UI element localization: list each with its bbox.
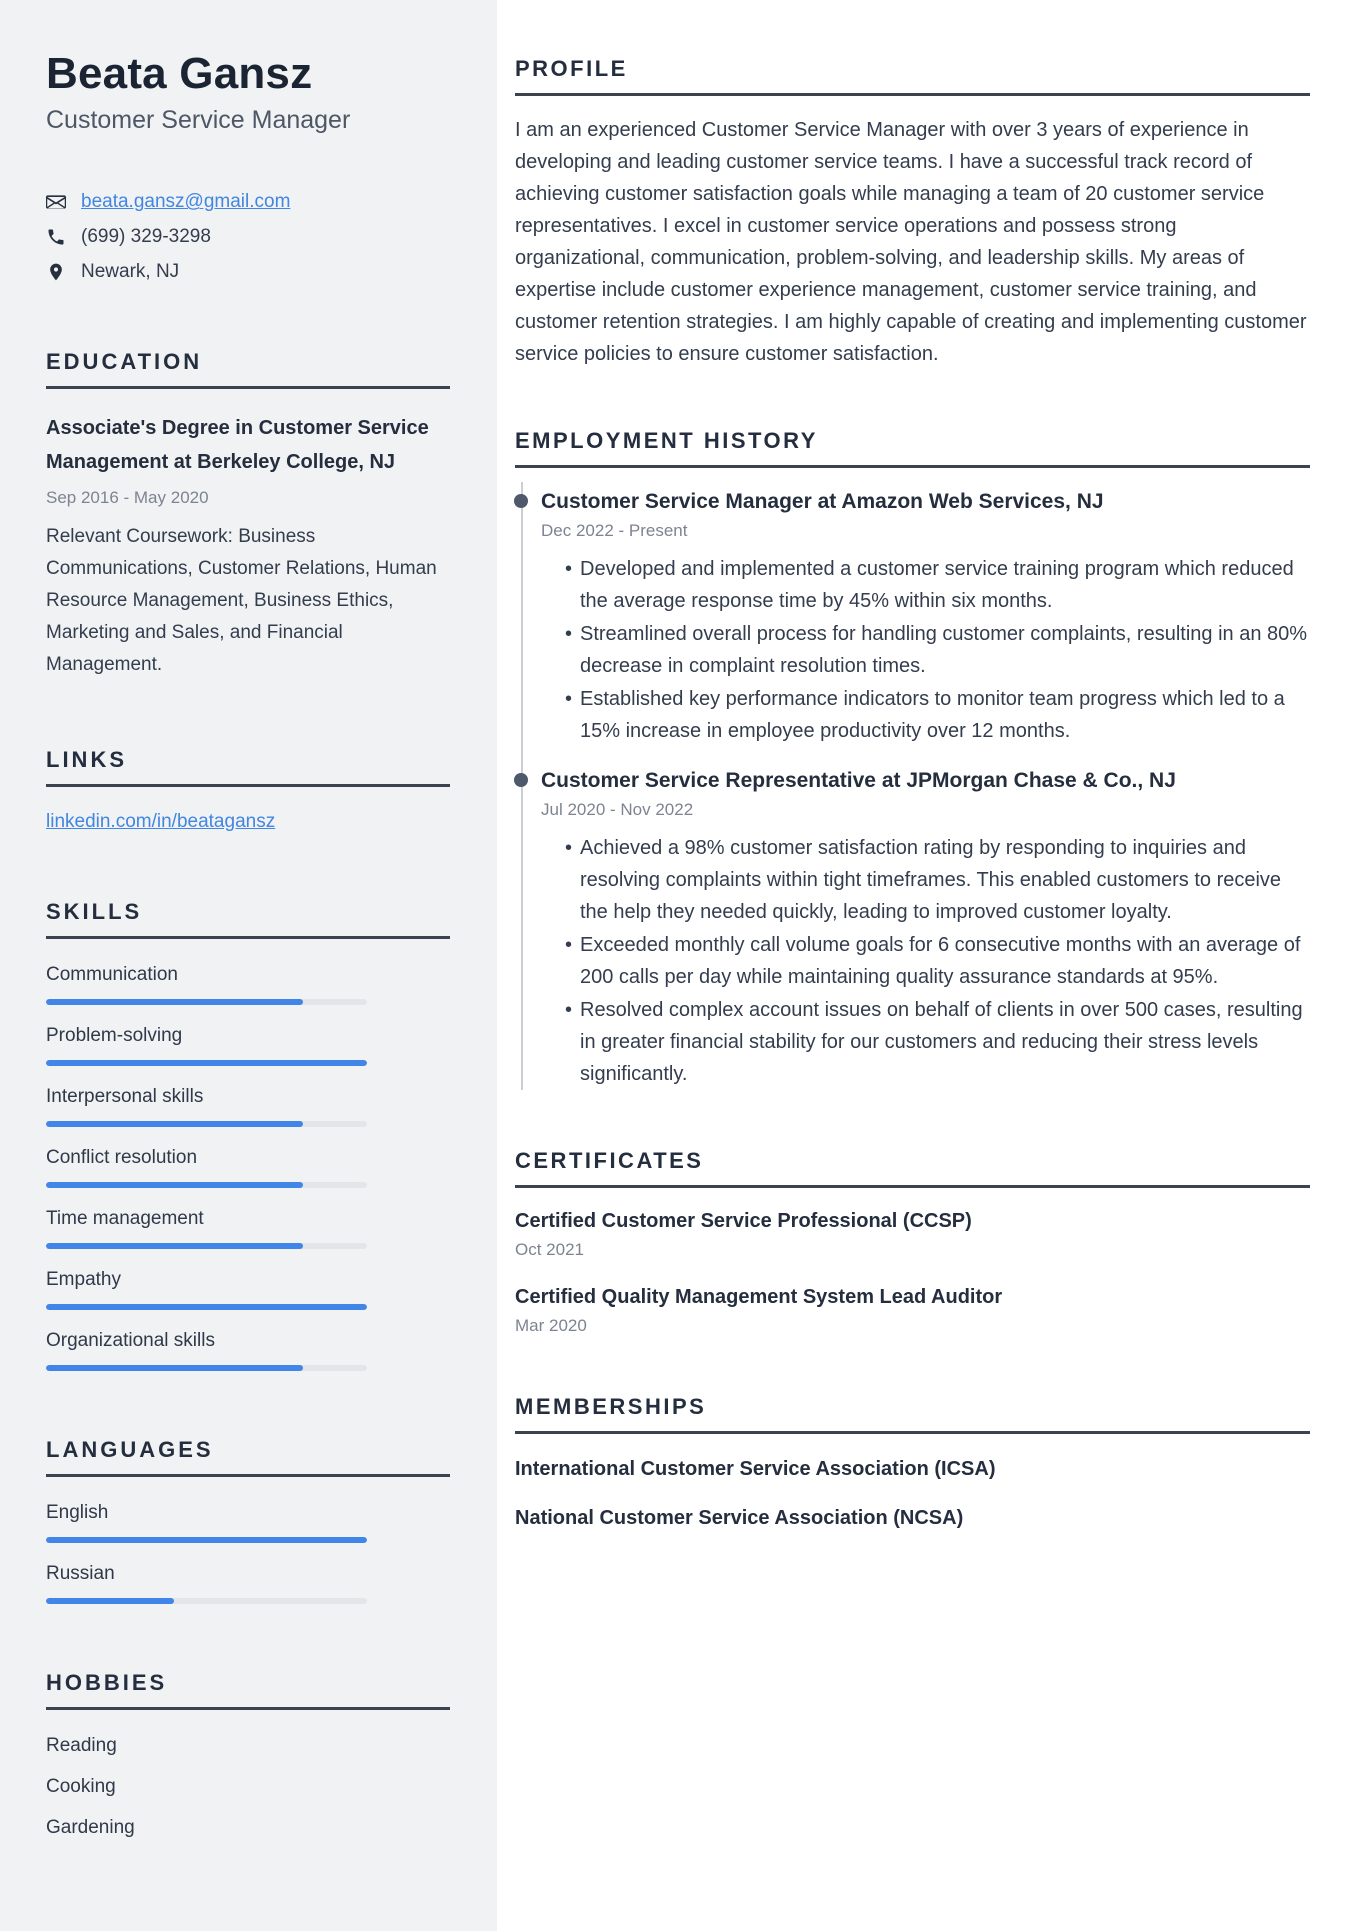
job-entry	[541, 761, 1310, 1090]
contact-email-row	[46, 191, 450, 213]
certificates-heading: CERTIFICATES	[515, 1148, 1310, 1188]
language-bar-fill	[46, 1537, 367, 1543]
skill-bar-fill	[46, 1182, 303, 1188]
skill-label: Problem-solving	[46, 1025, 183, 1047]
skill-bar-fill	[46, 999, 303, 1005]
job-title: Customer Service Manager at Amazon Web Services, NJ	[541, 490, 1104, 513]
sidebar	[0, 0, 497, 1931]
certificate-item	[515, 1286, 1310, 1336]
skill-label: Time management	[46, 1208, 204, 1230]
location-text: Newark, NJ	[81, 261, 180, 283]
language-bar-track	[46, 1598, 367, 1604]
language-bar-track	[46, 1537, 367, 1543]
hobbies-section	[46, 1670, 450, 1839]
hobbies-list	[46, 1735, 450, 1839]
skill-label: Interpersonal skills	[46, 1086, 204, 1108]
certificate-date: Mar 2020	[515, 1316, 587, 1335]
skills-heading: SKILLS	[46, 899, 450, 939]
job-title: Customer Service Representative at JPMorgan Chase & Co., NJ	[541, 769, 1176, 792]
skill-row	[46, 1269, 450, 1310]
skills-list	[46, 964, 450, 1371]
linkedin-link[interactable]: linkedin.com/in/beatagansz	[46, 811, 276, 833]
certificates-section	[515, 1148, 1310, 1336]
skill-bar-track	[46, 1304, 367, 1310]
language-row	[46, 1563, 450, 1604]
skill-bar-track	[46, 1182, 367, 1188]
job-bullet: • Established key performance indicators to monitor team progress which led to a 15% increase in employee productivity over 12 months.	[541, 683, 1310, 747]
hobbies-heading: HOBBIES	[46, 1670, 450, 1710]
skill-row	[46, 1025, 450, 1066]
language-bar-fill	[46, 1598, 174, 1604]
skill-bar-fill	[46, 1243, 303, 1249]
timeline-dot-icon	[514, 494, 528, 508]
email-link[interactable]: beata.gansz@gmail.com	[81, 191, 291, 213]
certificate-title: Certified Customer Service Professional (CCSP)	[515, 1210, 972, 1232]
skill-bar-fill	[46, 1304, 367, 1310]
phone-number: (699) 329-3298	[81, 226, 211, 248]
hobby-item: Cooking	[46, 1776, 116, 1798]
employment-timeline	[521, 482, 1310, 1090]
skill-bar-track	[46, 1243, 367, 1249]
employment-heading: EMPLOYMENT HISTORY	[515, 428, 1310, 468]
main-content	[497, 0, 1366, 1931]
job-bullet-list	[541, 553, 1310, 747]
email-icon	[46, 192, 66, 212]
profile-text: I am an experienced Customer Service Manager with over 3 years of experience in developing and leading customer service teams. I have a successful track record of achieving customer satisfaction goals while managing a team of 20 customer service representatives. I excel in customer service operations and possess strong organizational, communication, problem-solving, and leadership skills. My areas of expertise include customer experience management, customer service training, and customer retention strategies. I am highly capable of creating and implementing customer service policies to ensure customer satisfaction.	[515, 119, 1307, 365]
languages-heading: LANGUAGES	[46, 1437, 450, 1477]
memberships-heading: MEMBERSHIPS	[515, 1394, 1310, 1434]
skill-bar-track	[46, 1060, 367, 1066]
job-entry	[541, 482, 1310, 747]
skill-label: Communication	[46, 964, 178, 986]
skill-row	[46, 1330, 450, 1371]
certificate-date: Oct 2021	[515, 1240, 584, 1259]
language-label: Russian	[46, 1563, 115, 1585]
skill-row	[46, 964, 450, 1005]
job-bullet: • Streamlined overall process for handling customer complaints, resulting in an 80% decrease in complaint resolution times.	[541, 618, 1310, 682]
certificates-list	[515, 1210, 1310, 1336]
links-section	[46, 747, 450, 833]
languages-section	[46, 1437, 450, 1604]
phone-icon	[46, 227, 66, 247]
profile-section	[515, 56, 1310, 370]
skill-bar-track	[46, 1121, 367, 1127]
language-row	[46, 1502, 450, 1543]
certificate-title: Certified Quality Management System Lead Auditor	[515, 1286, 1003, 1308]
job-bullet: • Exceeded monthly call volume goals for 6 consecutive months with an average of 200 calls per day while maintaining quality assurance standards at 95%.	[541, 929, 1310, 993]
education-description: Relevant Coursework: Business Communications, Customer Relations, Human Resource Management, Business Ethics, Marketing and Sales, and Financial Management.	[46, 526, 437, 676]
skill-bar-fill	[46, 1060, 367, 1066]
skill-bar-fill	[46, 1365, 303, 1371]
location-pin-icon	[46, 262, 66, 282]
membership-item: National Customer Service Association (NCSA)	[515, 1507, 964, 1529]
languages-list	[46, 1502, 450, 1604]
skill-row	[46, 1086, 450, 1127]
education-heading: EDUCATION	[46, 349, 450, 389]
employment-section	[515, 428, 1310, 1090]
job-dates: Jul 2020 - Nov 2022	[541, 800, 694, 819]
profile-heading: PROFILE	[515, 56, 1310, 96]
contact-location-row	[46, 261, 450, 283]
memberships-section	[515, 1394, 1310, 1530]
skill-label: Empathy	[46, 1269, 121, 1291]
job-dates: Dec 2022 - Present	[541, 521, 688, 540]
candidate-name: Beata Gansz	[46, 49, 313, 98]
skills-section	[46, 899, 450, 1371]
hobby-item: Reading	[46, 1735, 117, 1757]
contact-phone-row	[46, 226, 450, 248]
skill-label: Conflict resolution	[46, 1147, 198, 1169]
skill-bar-track	[46, 999, 367, 1005]
memberships-list	[515, 1458, 1310, 1530]
skill-bar-track	[46, 1365, 367, 1371]
timeline-dot-icon	[514, 773, 528, 787]
skill-row	[46, 1208, 450, 1249]
education-dates: Sep 2016 - May 2020	[46, 488, 209, 508]
job-bullet: • Resolved complex account issues on behalf of clients in over 500 cases, resulting in greater financial stability for our customers and reducing their stress levels significantly.	[541, 994, 1310, 1090]
membership-item: International Customer Service Association (ICSA)	[515, 1458, 996, 1480]
language-label: English	[46, 1502, 109, 1524]
job-bullet: • Developed and implemented a customer service training program which reduced the average response time by 45% within six months.	[541, 553, 1310, 617]
education-degree: Associate's Degree in Customer Service Management at Berkeley College, NJ	[46, 417, 429, 474]
contact-block	[46, 191, 450, 283]
hobby-item: Gardening	[46, 1817, 135, 1839]
skill-row	[46, 1147, 450, 1188]
links-heading: LINKS	[46, 747, 450, 787]
skill-bar-fill	[46, 1121, 303, 1127]
job-bullet: • Achieved a 98% customer satisfaction rating by responding to inquiries and resolving complaints within tight timeframes. This enabled customers to receive the help they needed quickly, leading to improved customer loyalty.	[541, 832, 1310, 928]
certificate-item	[515, 1210, 1310, 1260]
candidate-job-title: Customer Service Manager	[46, 106, 351, 135]
skill-label: Organizational skills	[46, 1330, 215, 1352]
education-section	[46, 349, 450, 681]
job-bullet-list	[541, 832, 1310, 1090]
